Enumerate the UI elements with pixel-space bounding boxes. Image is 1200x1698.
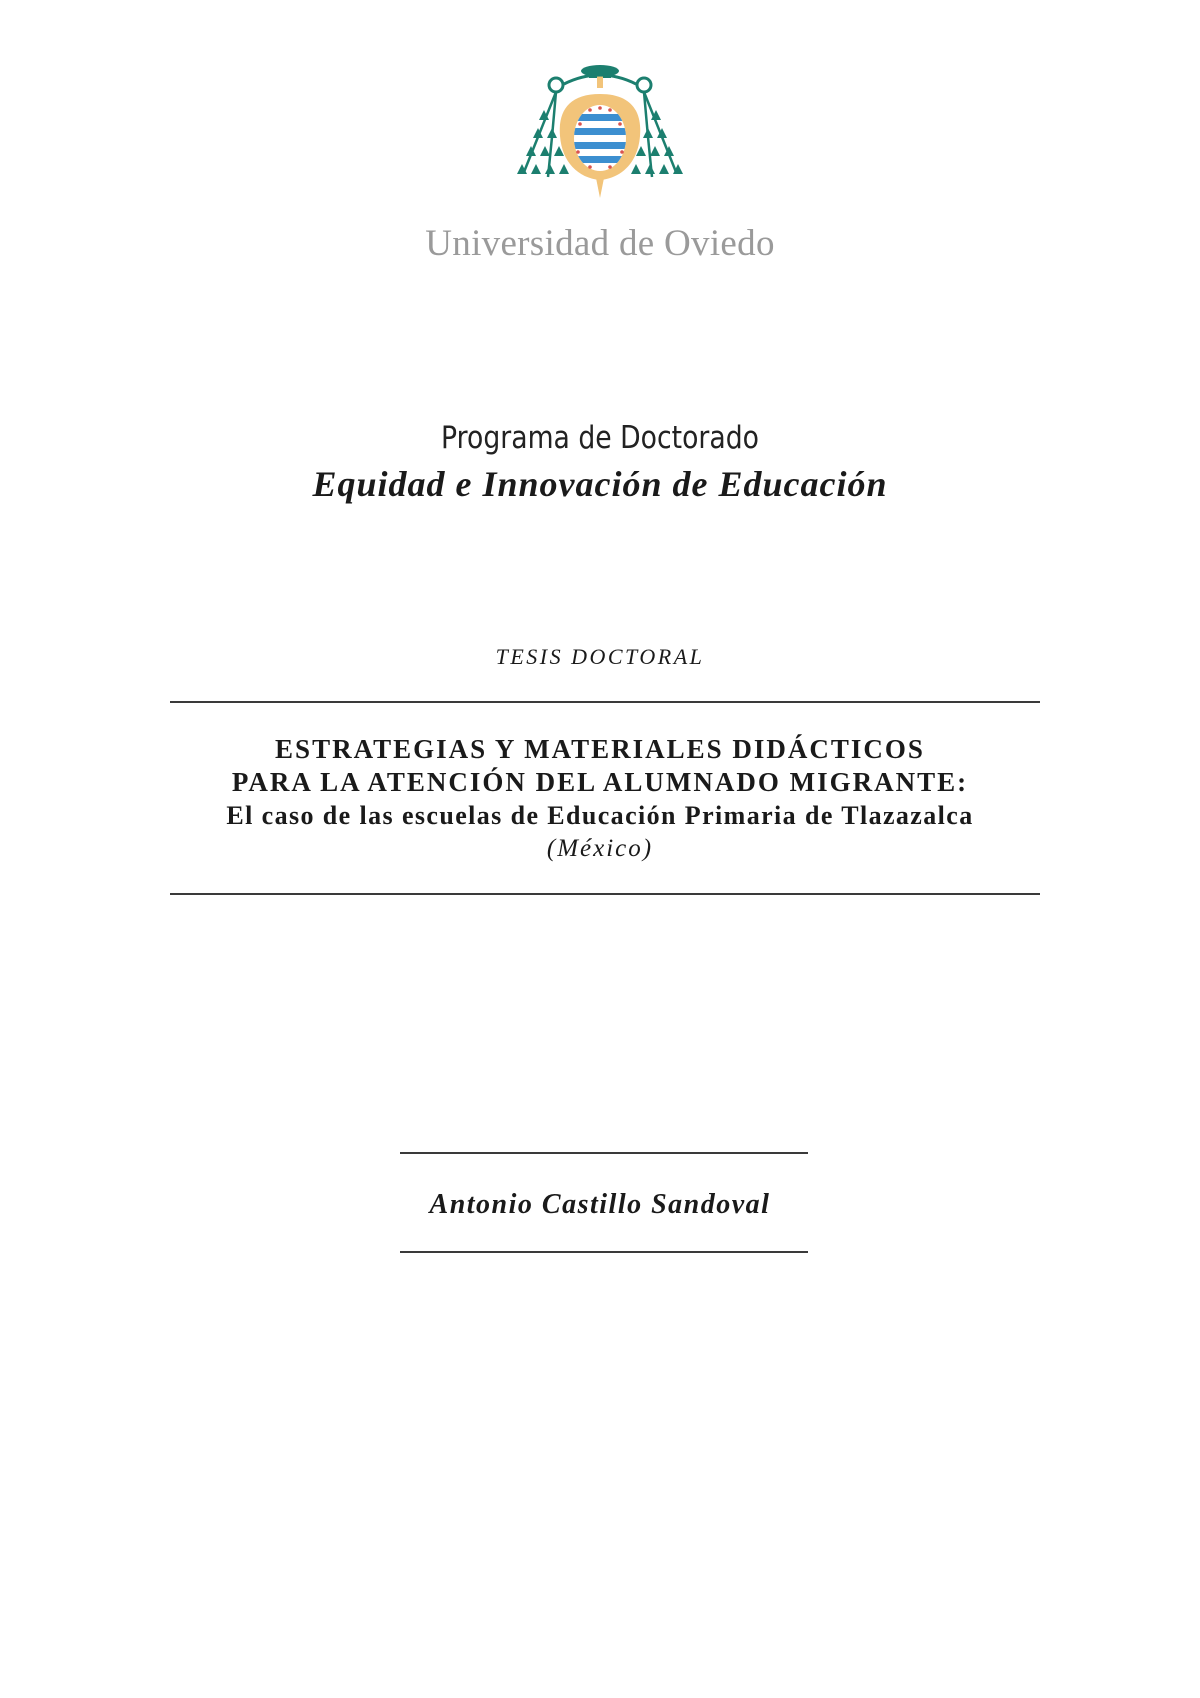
thesis-title-block — [0, 733, 1200, 865]
author-name: Antonio Castillo Sandoval — [429, 1189, 771, 1220]
title-bottom-rule — [170, 893, 1040, 895]
university-coat-of-arms-icon — [504, 62, 696, 212]
thesis-subtitle: El caso de las escuelas de Educación Primaria de Tlazazalca — [226, 801, 974, 830]
author-bottom-rule — [400, 1251, 808, 1253]
thesis-title-line-1: ESTRATEGIAS Y MATERIALES DIDÁCTICOS — [275, 734, 925, 764]
thesis-title-line-2: PARA LA ATENCIÓN DEL ALUMNADO MIGRANTE: — [231, 767, 969, 797]
title-top-rule — [170, 701, 1040, 703]
thesis-type: TESIS DOCTORAL — [495, 644, 705, 669]
author-top-rule — [400, 1152, 808, 1154]
university-name: Universidad de Oviedo — [425, 223, 775, 264]
program-label: Programa de Doctorado — [441, 420, 759, 456]
program-name: Equidad e Innovación de Educación — [312, 464, 888, 504]
thesis-place: (México) — [546, 835, 654, 862]
